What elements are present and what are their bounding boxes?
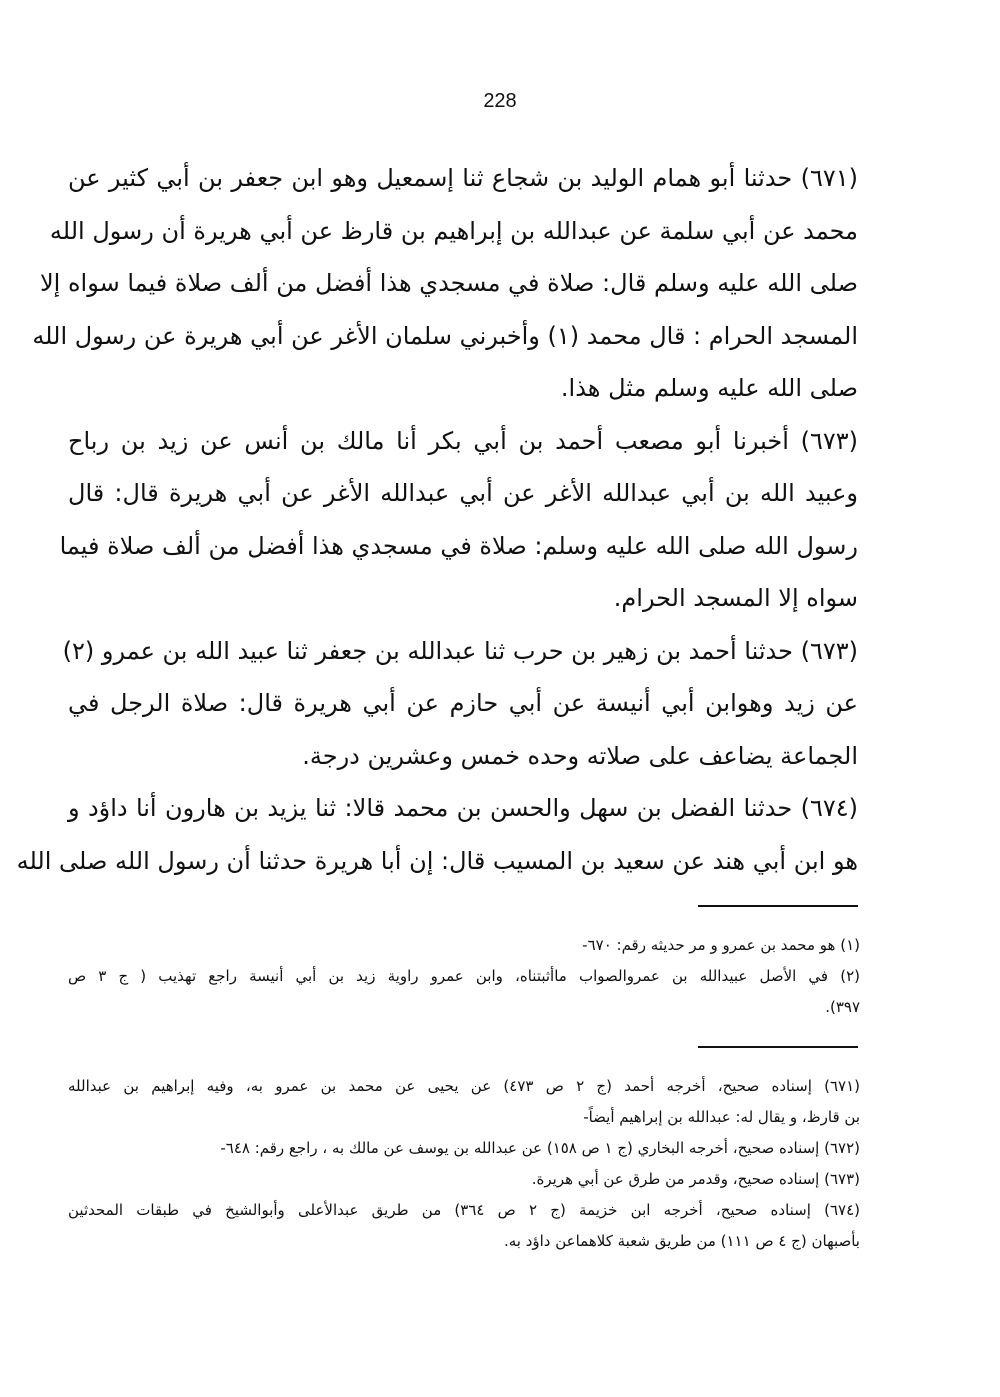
footnote-divider — [698, 905, 858, 907]
page-number: 228 — [483, 90, 517, 112]
footnote-line: ٣٩٧). — [825, 998, 860, 1016]
text-line: وعبيد الله بن أبي عبدالله الأغر عن أبي عبدالله الأغر عن أبي هريرة قال: قال — [68, 479, 858, 507]
footnote-line: (٢) في الأصل عبيدالله بن عمروالصواب ماأثبتناه، وابن عمرو راوية زيد بن أبي أنيسة راجع تهذيب ( ج ٣ ص — [68, 967, 861, 985]
text-line: صلى الله عليه وسلم قال: صلاة في مسجدي هذا أفضل من ألف صلاة فيما سواه إلا — [39, 269, 858, 297]
footnote-line: (٦٧١) إسناده صحيح، أخرجه أحمد (ج ٢ ص ٤٧٣) عن يحيى عن محمد بن عمرو به، وفيه إبراهيم بن عبدالله — [68, 1077, 861, 1095]
takhrij-footnotes — [68, 1071, 860, 1257]
footnote-line: (٦٧٤) إسناده صحيح، أخرجه ابن خزيمة (ج ٢ ص ٣٦٤) من طريق عبدالأعلى وأبوالشيخ في طبقات المحدثين — [68, 1201, 860, 1219]
text-line: سواه إلا المسجد الحرام. — [613, 584, 858, 612]
footnote-line: (٦٧٣) إسناده صحيح، وقدمر من طرق عن أبي هريرة. — [531, 1170, 860, 1188]
footnote-divider — [698, 1046, 858, 1048]
text-line: (٦٧٣) أخبرنا أبو مصعب أحمد بن أبي بكر أنا مالك بن أنس عن زيد بن رباح — [68, 426, 858, 455]
footnote-line: بن قارظ، و يقال له: عبدالله بن إبراهيم أيضاً- — [583, 1108, 860, 1126]
hadith-text — [16, 152, 858, 887]
text-line: عن زيد وهوابن أبي أنيسة عن أبي حازم عن أبي هريرة قال: صلاة الرجل في — [68, 689, 858, 717]
text-line: هو ابن أبي هند عن سعيد بن المسيب قال: إن أبا هريرة حدثنا أن رسول الله صلى الله — [16, 846, 858, 875]
text-line: (٦٧٣) حدثنا أحمد بن زهير بن حرب ثنا عبدالله بن جعفر ثنا عبيد الله بن عمرو (٢) — [62, 636, 858, 665]
text-line: المسجد الحرام : قال محمد (١) وأخبرني سلمان الأغر عن أبي هريرة عن رسول الله — [32, 321, 858, 350]
text-line: الجماعة يضاعف على صلاته وحده خمس وعشرين درجة. — [302, 741, 858, 770]
footnote-line: بأصبهان (ج ٤ ص ١١١) من طريق شعبة كلاهماعن داؤد به. — [503, 1232, 860, 1250]
footnote-line: (١) هو محمد بن عمرو و مر حديثه رقم: ٦٧٠- — [582, 936, 860, 954]
text-line: صلى الله عليه وسلم مثل هذا. — [560, 374, 858, 402]
text-line: (٦٧١) حدثنا أبو همام الوليد بن شجاع ثنا إسمعيل وهو ابن جعفر بن أبي كثير عن — [68, 164, 858, 192]
footnote-line: (٦٧٢) إسناده صحيح، أخرجه البخاري (ج ١ ص ١٥٨) عن عبدالله بن يوسف عن مالك به ، راجع رقم: ٦٤٨- — [220, 1139, 860, 1157]
text-line: (٦٧٤) حدثنا الفضل بن سهل والحسن بن محمد قالا: ثنا يزيد بن هارون أنا داؤد و — [68, 794, 858, 822]
editor-footnotes — [68, 930, 860, 1023]
text-line: محمد عن أبي سلمة عن عبدالله بن إبراهيم بن قارظ عن أبي هريرة أن رسول الله — [49, 216, 858, 245]
text-line: رسول الله صلى الله عليه وسلم: صلاة في مسجدي هذا أفضل من ألف صلاة فيما — [59, 531, 858, 560]
